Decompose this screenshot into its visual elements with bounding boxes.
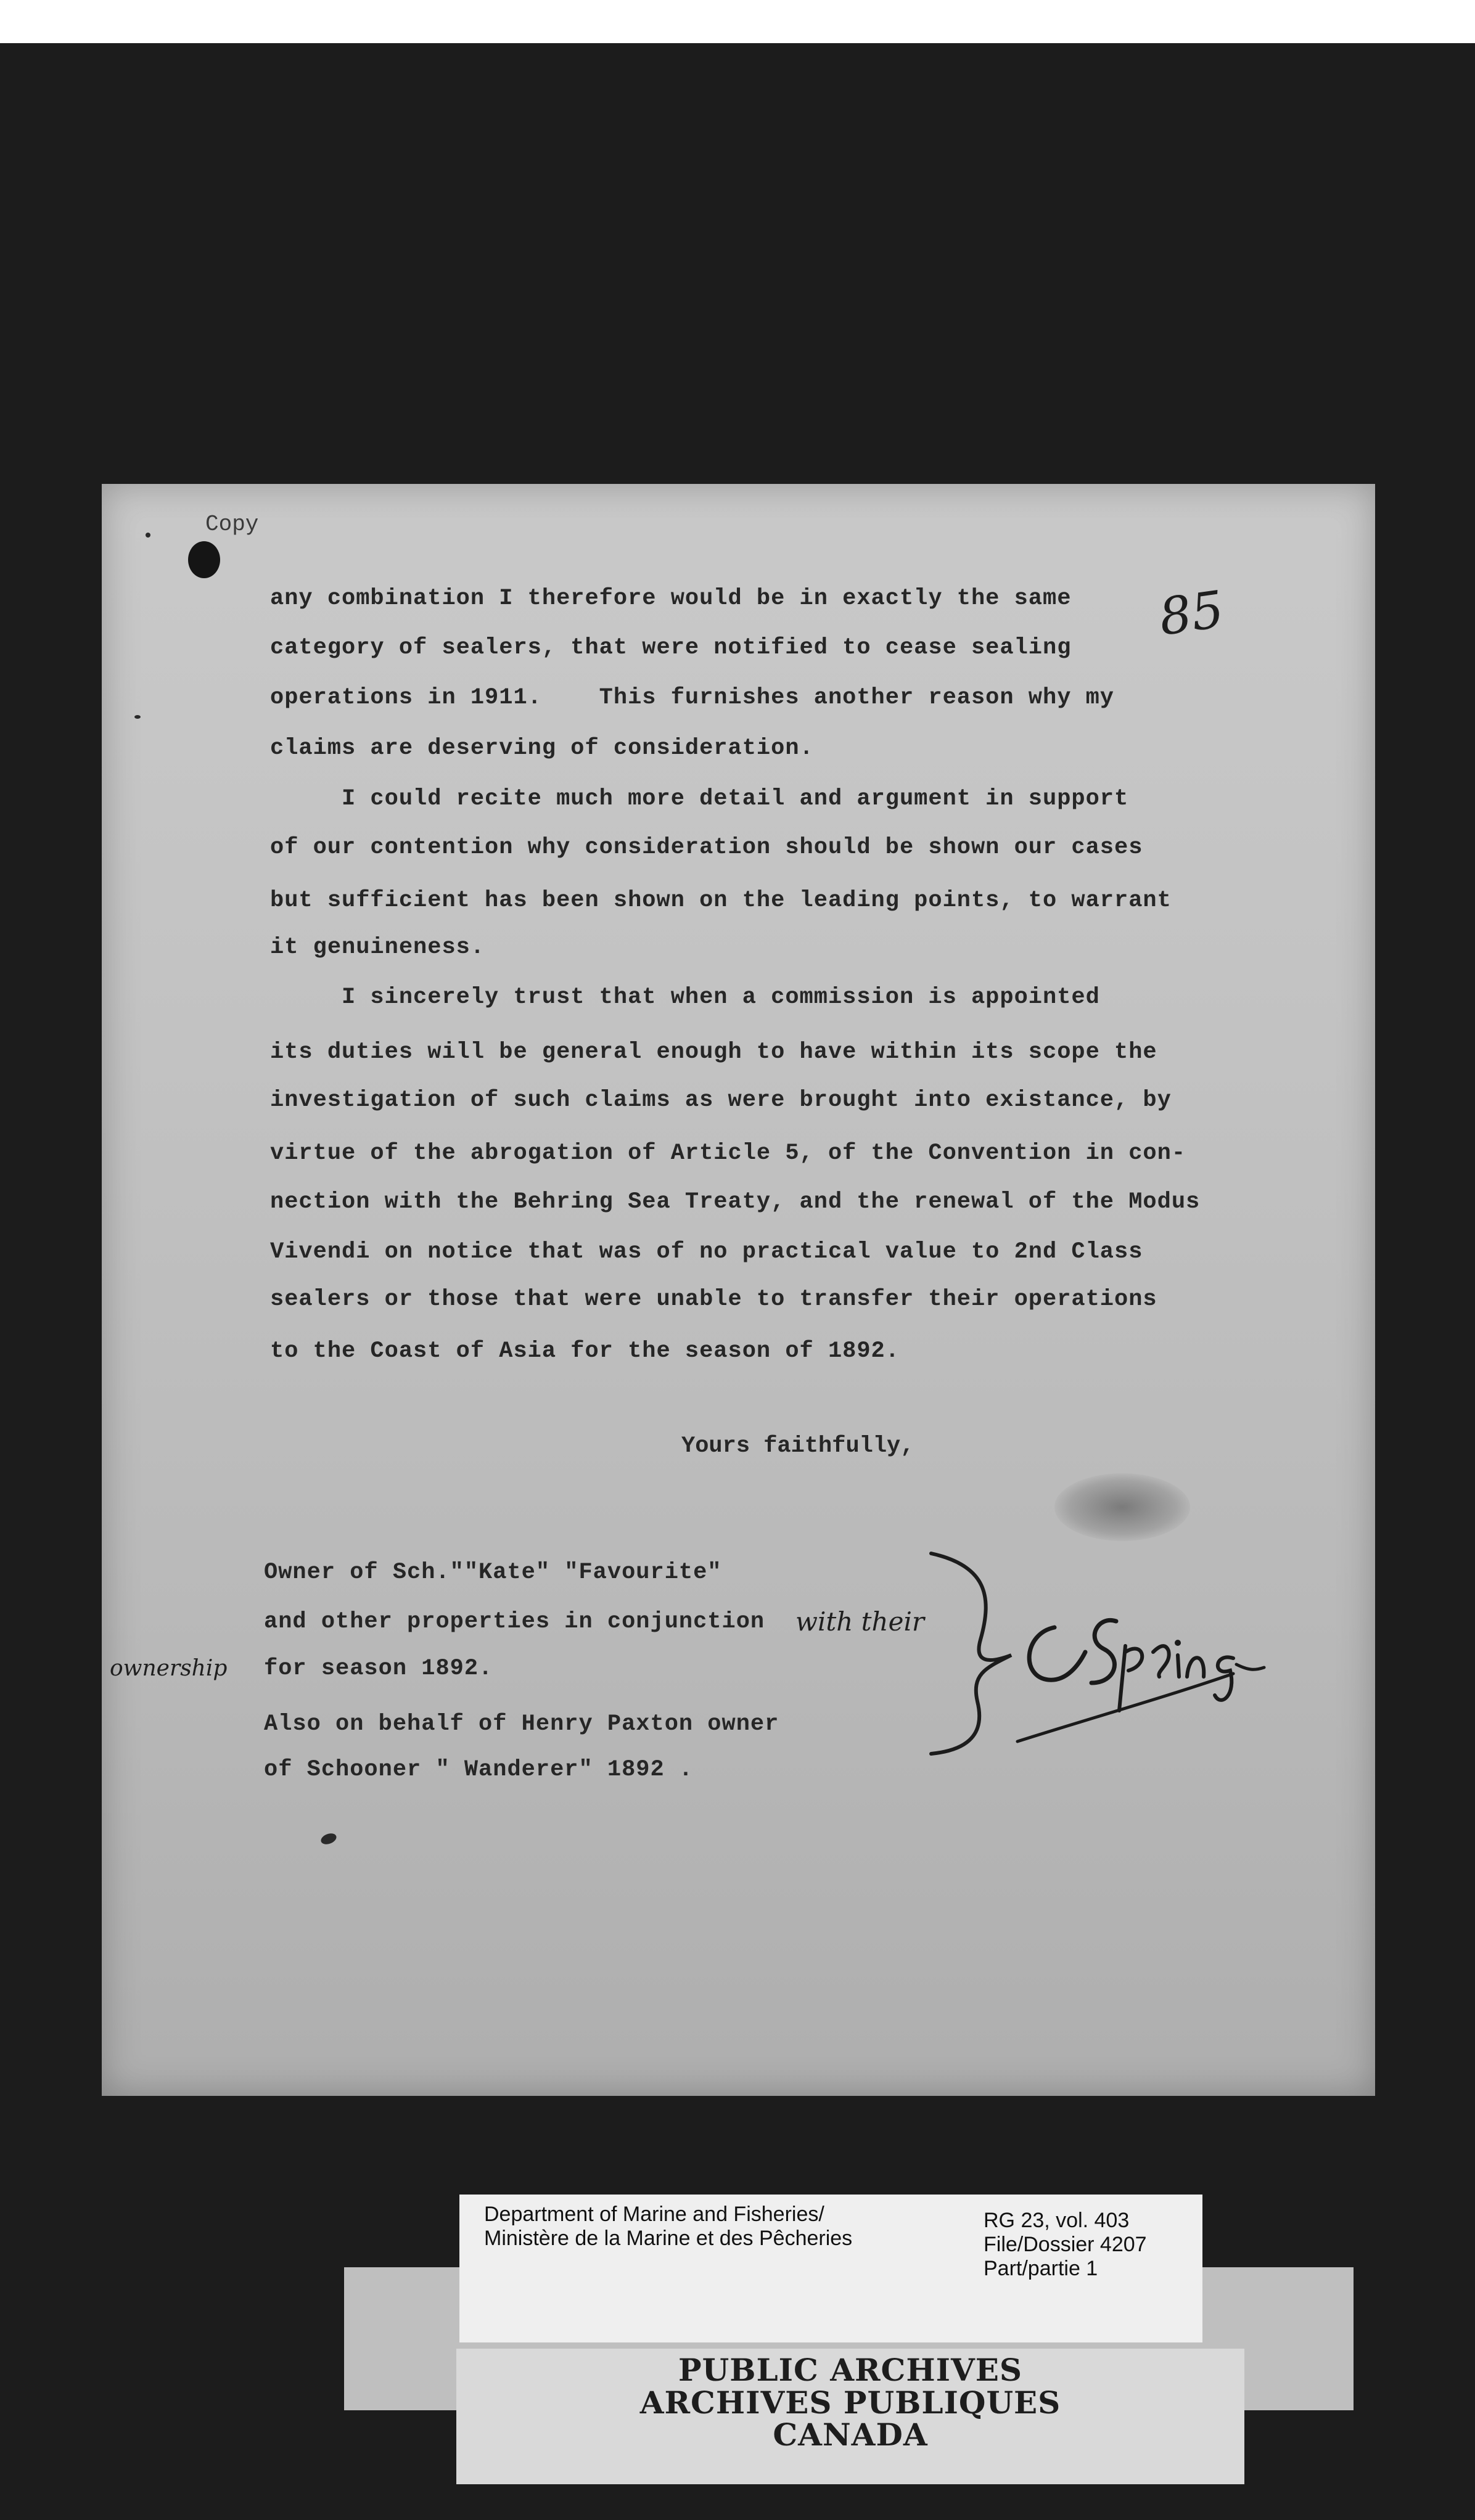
record-group-volume: RG 23, vol. 403 [984,2209,1130,2232]
signature-block-line: and other properties in conjunction [264,1609,765,1635]
body-line: of our contention why consideration should be shown our cases [270,835,1143,861]
body-line: nection with the Behring Sea Treaty, and the renewal of the Modus [270,1189,1201,1215]
body-line: investigation of such claims as were brought into existance, by [270,1087,1172,1113]
body-line: any combination I therefore would be in exactly the same [270,586,1072,612]
stamp-line-canada: CANADA [773,2416,928,2453]
body-line: category of sealers, that were notified to cease sealing [270,635,1072,661]
ink-smudge [1054,1473,1190,1541]
signature-block-line: Owner of Sch.""Kate" "Favourite" [264,1560,722,1585]
copy-label: Copy [205,512,259,537]
handwritten-page-number: 85 [1155,580,1228,647]
body-line: Vivendi on notice that was of no practical value to 2nd Class [270,1239,1143,1265]
department-name-en: Department of Marine and Fisheries/ [484,2203,824,2226]
body-line: claims are deserving of consideration. [270,735,814,761]
handwritten-margin-note: ownership [110,1656,228,1681]
department-name-fr: Ministère de la Marine et des Pêcheries [484,2227,853,2250]
file-number: File/Dossier 4207 [984,2233,1147,2256]
body-line: I sincerely trust that when a commission is appointed [270,984,1100,1010]
ink-speck [134,715,141,719]
closing-salutation: Yours faithfully, [681,1433,914,1459]
body-line: virtue of the abrogation of Article 5, of the Convention in con- [270,1140,1186,1166]
body-line: I could recite much more detail and argument in support [270,786,1129,812]
part-number: Part/partie 1 [984,2257,1098,2280]
body-line: its duties will be general enough to have within its scope the [270,1039,1157,1065]
signature-block-line: Also on behalf of Henry Paxton owner [264,1711,779,1737]
stamp-line-archives-publiques: ARCHIVES PUBLIQUES [639,2384,1061,2421]
body-line: it genuineness. [270,935,485,960]
body-line: sealers or those that were unable to transfer their operations [270,1287,1157,1312]
ink-speck [146,533,150,538]
signature-block-line: of Schooner " Wanderer" 1892 . [264,1757,694,1783]
stamp-line-public-archives: PUBLIC ARCHIVES [678,2352,1022,2388]
signature-block-line: for season 1892. [264,1656,493,1682]
body-line: operations in 1911. This furnishes another reason why my [270,685,1115,711]
body-line: to the Coast of Asia for the season of 1892. [270,1338,900,1364]
body-line: but sufficient has been shown on the leading points, to warrant [270,888,1172,914]
handwritten-signature [1011,1578,1283,1751]
ink-blot [188,541,220,578]
handwritten-insertion: with their [795,1606,924,1637]
